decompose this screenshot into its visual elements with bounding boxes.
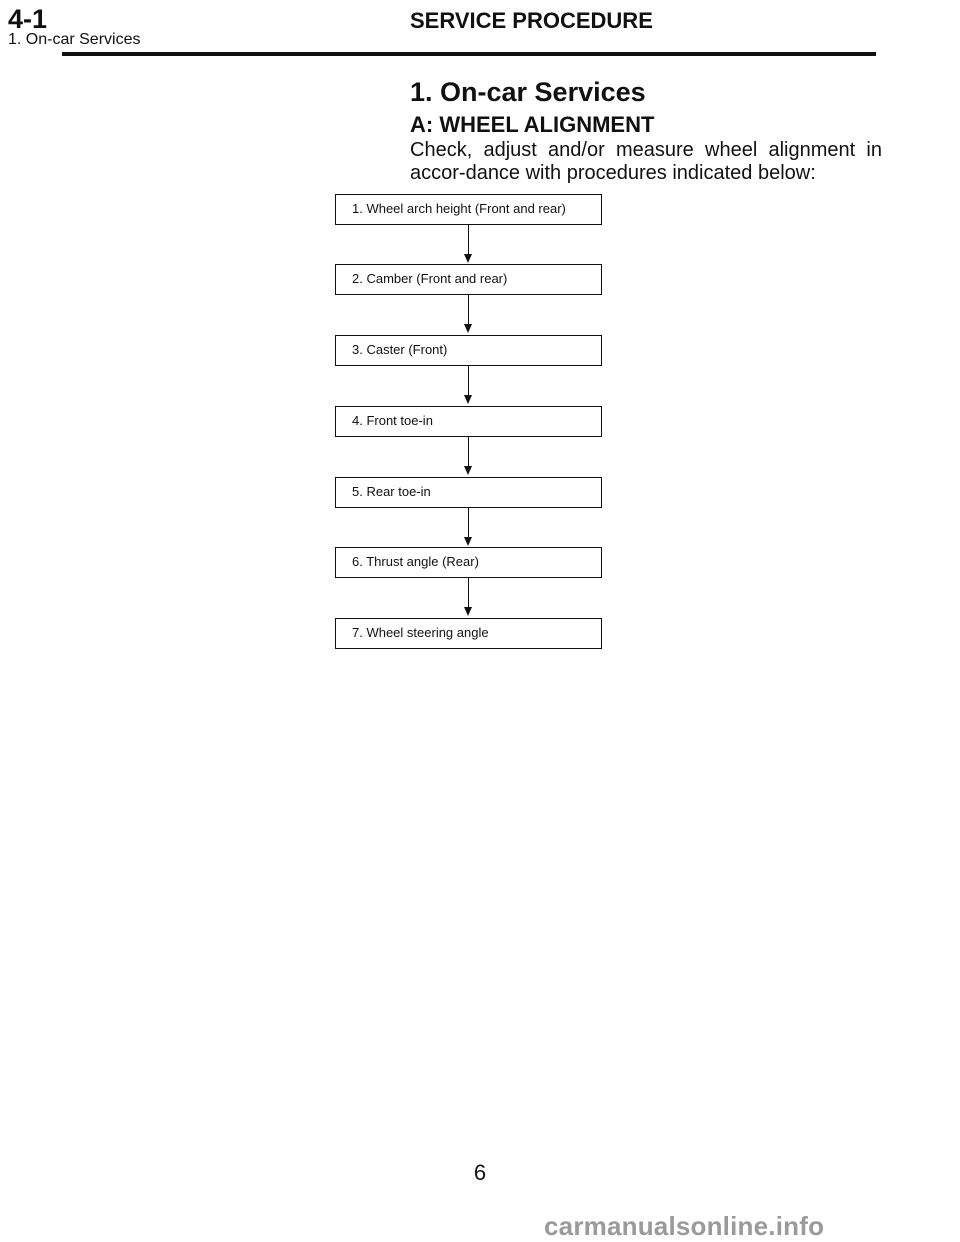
flow-connector <box>468 578 469 608</box>
watermark: carmanualsonline.info <box>544 1211 825 1241</box>
flow-step-label: 2. Camber (Front and rear) <box>352 271 508 286</box>
flow-step-6 <box>335 547 602 578</box>
flow-arrowhead <box>464 607 472 616</box>
flow-arrowhead <box>464 537 472 546</box>
flow-arrowhead <box>464 324 472 333</box>
page-number: 6 <box>473 1160 487 1185</box>
flow-step-1 <box>335 194 602 225</box>
intro-paragraph: Check, adjust and/or measure wheel alignment in accor-dance with procedures indicated below: <box>410 139 882 184</box>
section-number: 4-1 <box>8 4 48 34</box>
flow-arrowhead <box>464 254 472 263</box>
header-rule <box>62 52 876 56</box>
subsection-heading: A: WHEEL ALIGNMENT <box>410 112 655 137</box>
flow-step-label: 4. Front toe-in <box>352 413 433 428</box>
flow-connector <box>468 295 469 325</box>
flow-step-3 <box>335 335 602 366</box>
flow-step-label: 1. Wheel arch height (Front and rear) <box>352 201 566 216</box>
flow-step-5 <box>335 477 602 508</box>
flow-arrowhead <box>464 466 472 475</box>
flow-arrowhead <box>464 395 472 404</box>
flow-step-4 <box>335 406 602 437</box>
flow-step-label: 6. Thrust angle (Rear) <box>352 554 479 569</box>
page-header-title: SERVICE PROCEDURE <box>410 8 653 33</box>
flow-step-label: 3. Caster (Front) <box>352 342 448 357</box>
page-header-subtitle: 1. On-car Services <box>8 31 141 48</box>
flow-connector <box>468 437 469 467</box>
flow-step-label: 7. Wheel steering angle <box>352 625 489 640</box>
flow-step-label: 5. Rear toe-in <box>352 484 431 499</box>
flow-step-2 <box>335 264 602 295</box>
flow-connector <box>468 366 469 396</box>
flow-connector <box>468 225 469 255</box>
flow-step-7 <box>335 618 602 649</box>
section-heading: 1. On-car Services <box>410 77 646 107</box>
flow-connector <box>468 508 469 538</box>
